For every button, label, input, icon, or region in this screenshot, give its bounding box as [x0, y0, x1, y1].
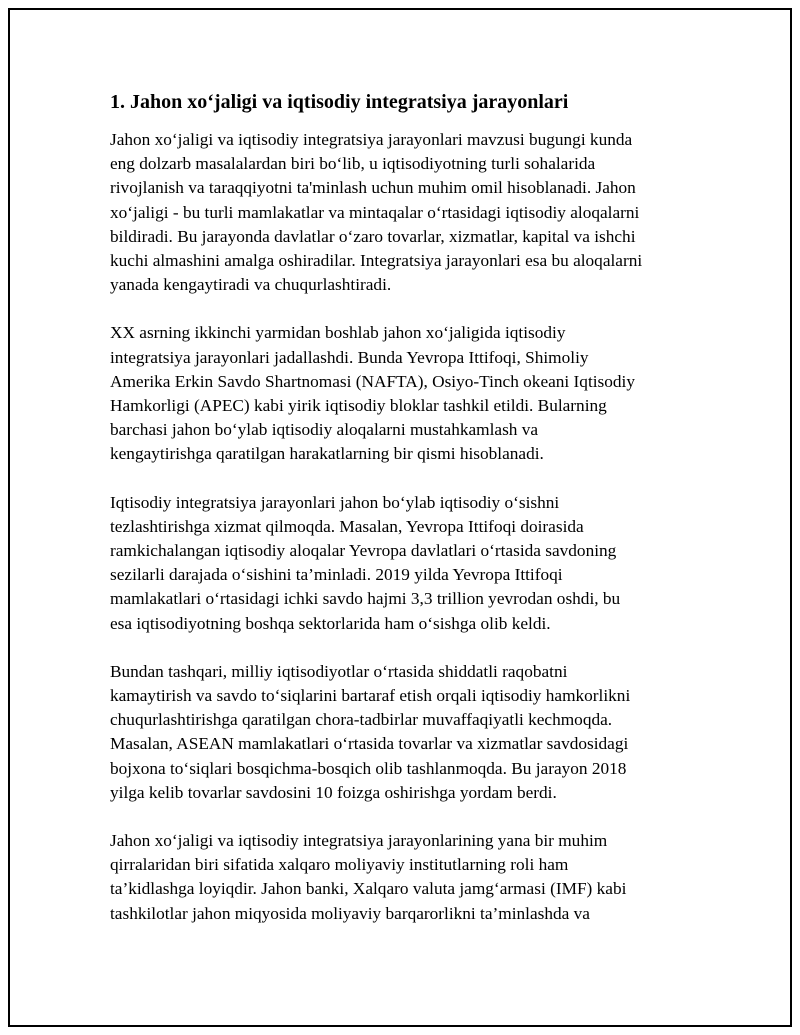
paragraph-line: ta’kidlashga loyiqdir. Jahon banki, Xalqaro valuta jamg‘armasi (IMF) kabi — [110, 879, 627, 899]
paragraph-line: mamlakatlari o‘rtasidagi ichki savdo hajmi 3,3 trillion yevrodan oshdi, bu — [110, 589, 621, 609]
paragraph-line: rivojlanish va taraqqiyotni ta'minlash uchun muhim omil hisoblanadi. Jahon — [110, 178, 636, 198]
paragraph-1 — [110, 128, 670, 297]
paragraph-line: Jahon xo‘jaligi va iqtisodiy integratsiya jarayonlari mavzusi bugungi kunda — [110, 130, 633, 149]
paragraph-line: Amerika Erkin Savdo Shartnomasi (NAFTA), Osiyo-Tinch okeani Iqtisodiy — [110, 371, 636, 391]
section-heading: 1. Jahon xo‘jaligi va iqtisodiy integratsiya jarayonlari — [110, 91, 569, 113]
paragraph-line: tezlashtirishga xizmat qilmoqda. Masalan, Yevropa Ittifoqi doirasida — [110, 516, 584, 536]
paragraph-line: yanada kengaytiradi va chuqurlashtiradi. — [110, 275, 392, 295]
paragraph-line: XX asrning ikkinchi yarmidan boshlab jahon xo‘jaligida iqtisodiy — [110, 323, 566, 343]
paragraph-line: qirralaridan biri sifatida xalqaro moliyaviy institutlarning roli ham — [110, 855, 569, 875]
document-body — [110, 88, 670, 950]
paragraph-line: kuchi almashini amalga oshiradilar. Integratsiya jarayonlari esa bu aloqalarni — [110, 251, 643, 271]
paragraph-line: Jahon xo‘jaligi va iqtisodiy integratsiya jarayonlarining yana bir muhim — [110, 831, 608, 851]
paragraph-line: Masalan, ASEAN mamlakatlari o‘rtasida tovarlar va xizmatlar savdosidagi — [110, 734, 629, 754]
paragraph-line: yilga kelib tovarlar savdosini 10 foizga oshirishga yordam berdi. — [110, 782, 557, 802]
paragraph-line: kengaytirishga qaratilgan harakatlarning bir qismi hisoblanadi. — [110, 444, 544, 464]
paragraph-line: bojxona to‘siqlari bosqichma-bosqich olib tashlanmoqda. Bu jarayon 2018 — [110, 758, 627, 778]
paragraph-line: Hamkorligi (APEC) kabi yirik iqtisodiy bloklar tashkil etildi. Bularning — [110, 396, 607, 416]
paragraph-line: xo‘jaligi - bu turli mamlakatlar va mintaqalar o‘rtasidagi iqtisodiy aloqalarni — [110, 202, 640, 222]
paragraph-line: Bundan tashqari, milliy iqtisodiyotlar o‘rtasida shiddatli raqobatni — [110, 661, 568, 681]
paragraph-line: esa iqtisodiyotning boshqa sektorlarida ham o‘sishga olib keldi. — [110, 613, 551, 633]
paragraph-line: chuqurlashtirishga qaratilgan chora-tadbirlar muvaffaqiyatli kechmoqda. — [110, 710, 613, 730]
paragraph-line: kamaytirish va savdo to‘siqlarini bartaraf etish orqali iqtisodiy hamkorlikni — [110, 686, 631, 706]
paragraph-5 — [110, 829, 670, 926]
paragraph-line: Iqtisodiy integratsiya jarayonlari jahon bo‘ylab iqtisodiy o‘sishni — [110, 492, 560, 512]
paragraph-line: sezilarli darajada o‘sishini ta’minladi. 2019 yilda Yevropa Ittifoqi — [110, 565, 563, 585]
paragraph-3 — [110, 491, 670, 636]
paragraph-line: tashkilotlar jahon miqyosida moliyaviy barqarorlikni ta’minlashda va — [110, 903, 590, 923]
paragraph-4 — [110, 660, 670, 805]
paragraph-2 — [110, 321, 670, 466]
paragraph-line: bildiradi. Bu jarayonda davlatlar o‘zaro tovarlar, xizmatlar, kapital va ishchi — [110, 226, 636, 246]
paragraph-line: barchasi jahon bo‘ylab iqtisodiy aloqalarni mustahkamlash va — [110, 420, 539, 440]
paragraph-line: integratsiya jarayonlari jadallashdi. Bunda Yevropa Ittifoqi, Shimoliy — [110, 347, 589, 367]
paragraph-line: ramkichalangan iqtisodiy aloqalar Yevropa davlatlari o‘rtasida savdoning — [110, 541, 617, 561]
paragraph-line: eng dolzarb masalalardan biri bo‘lib, u iqtisodiyotning turli sohalarida — [110, 154, 596, 174]
